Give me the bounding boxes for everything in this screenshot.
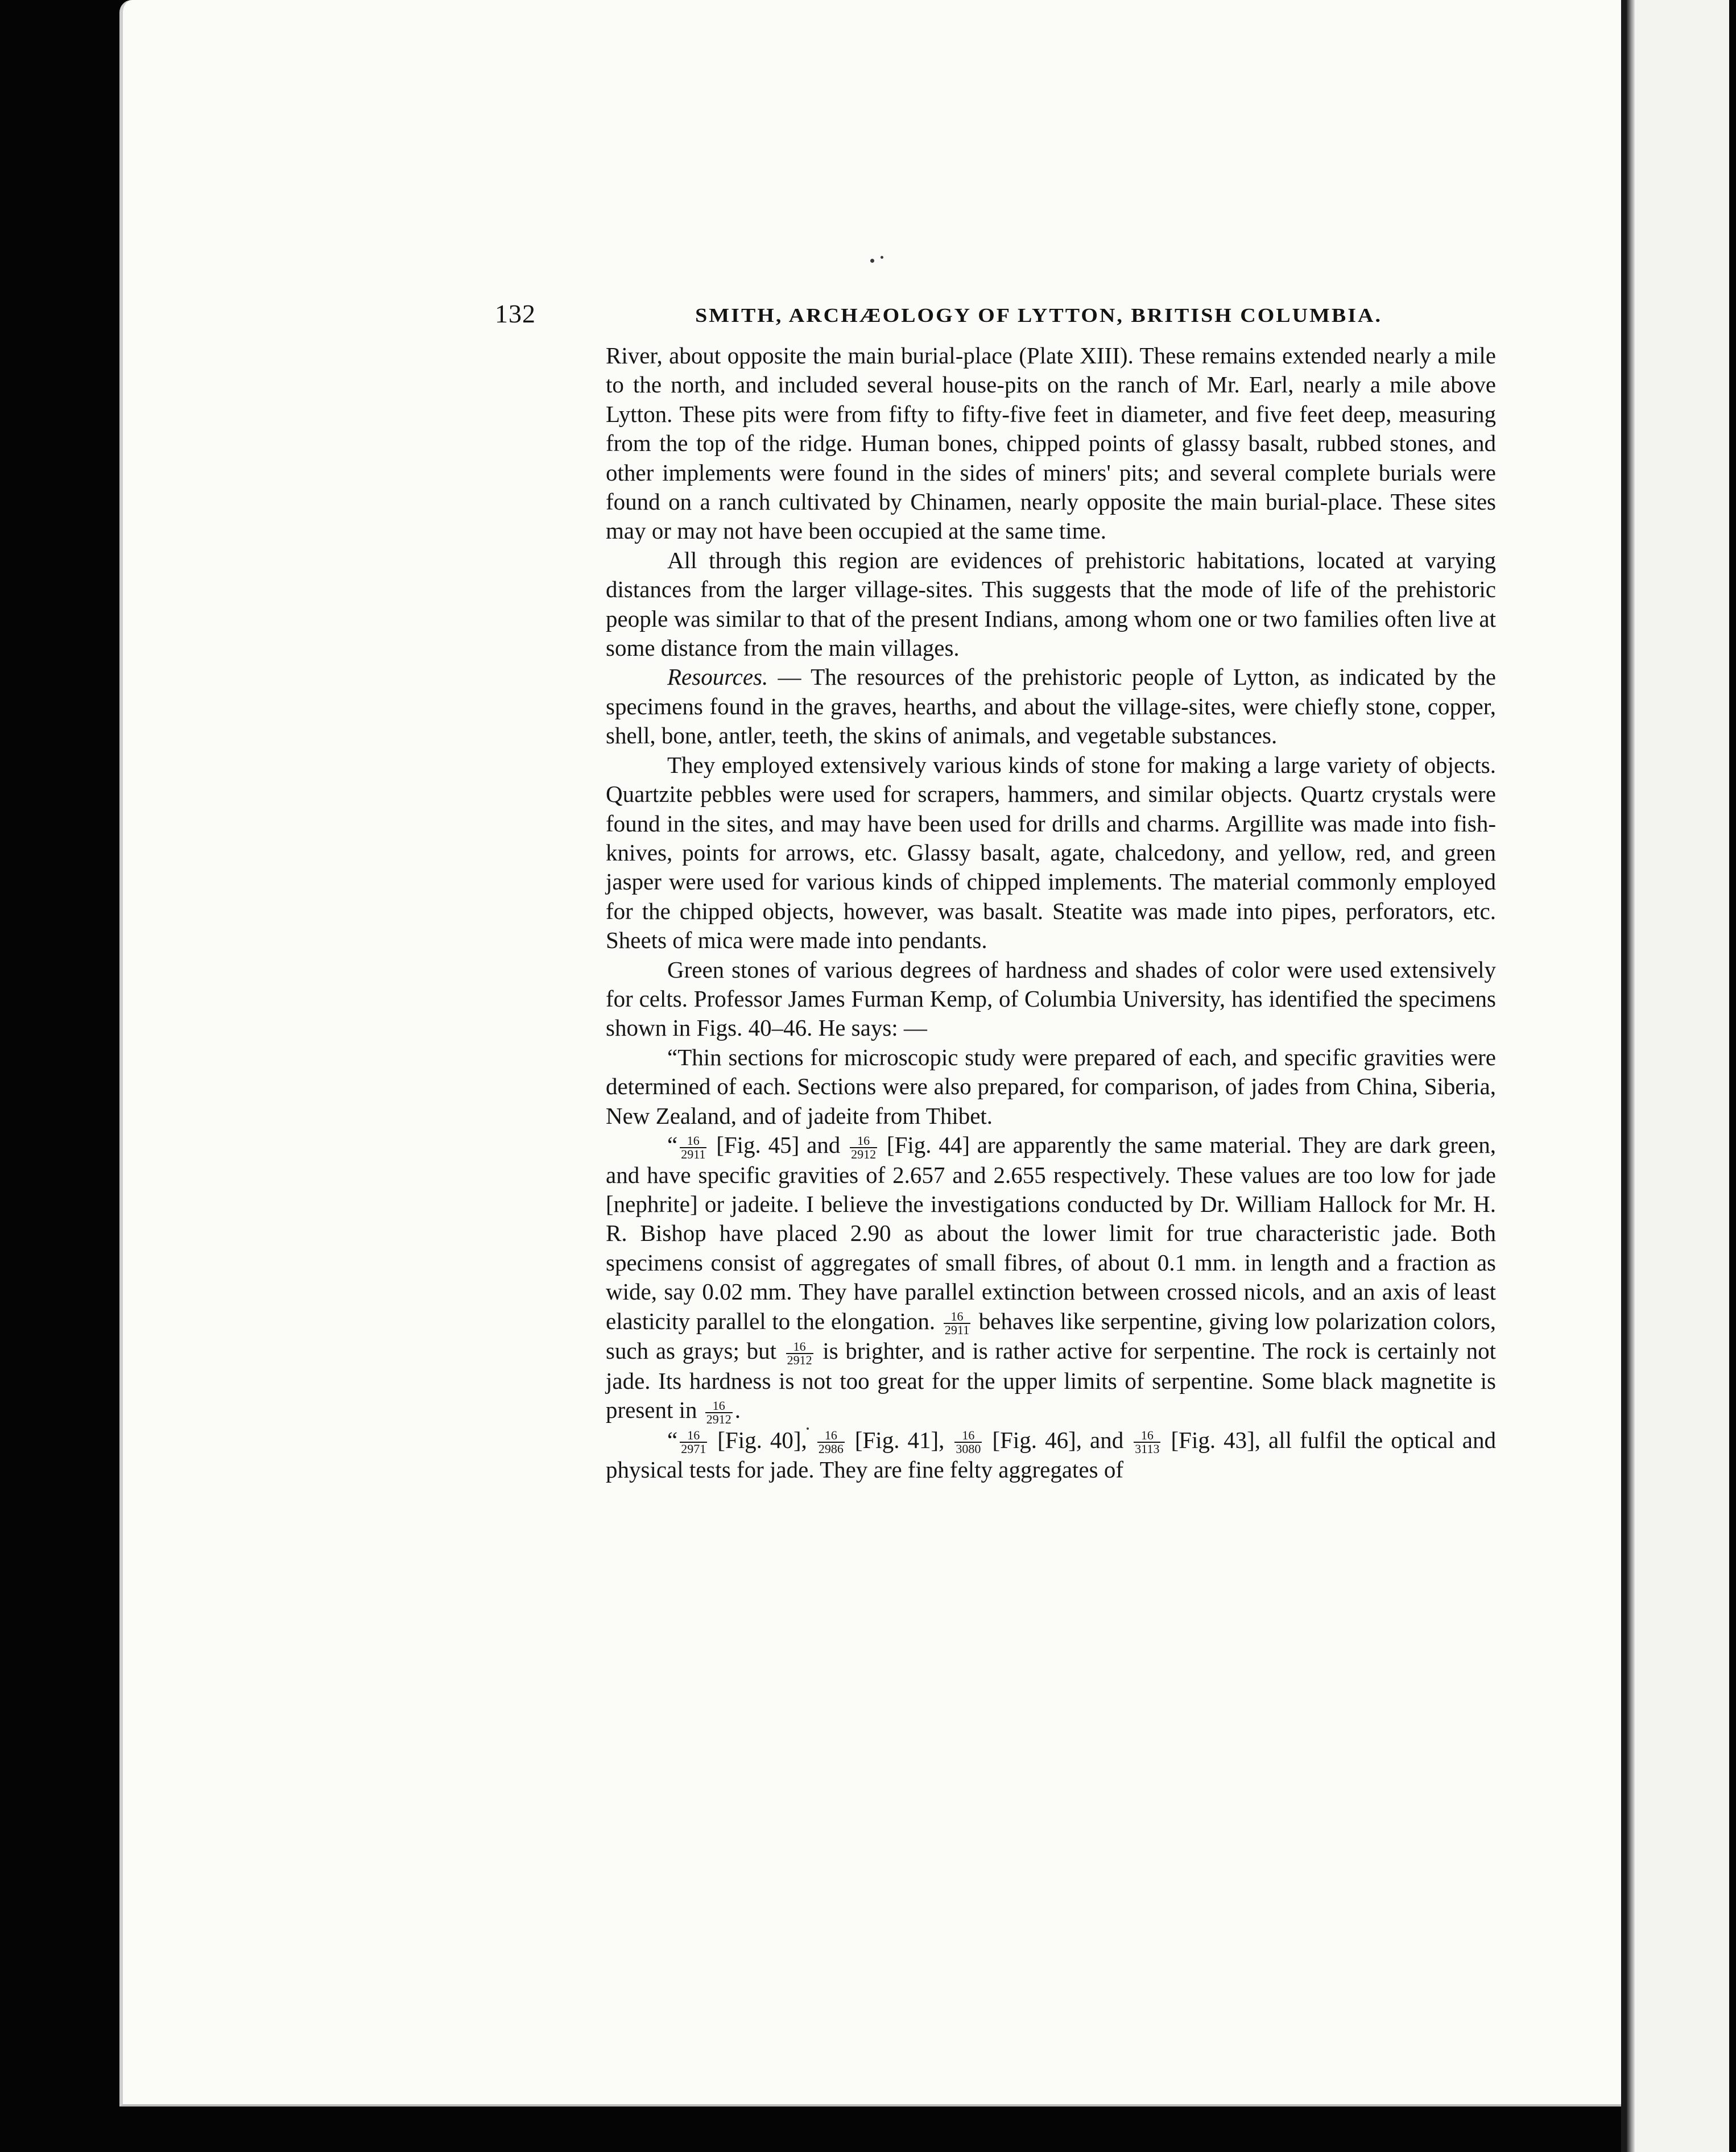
text-run: “Thin sections for microscopic study were prepared of each, and specific gravities were determined of each. Sections were also prepared, for comparison, of jades from China, Siberia, New Zealand, and of jadeite from Thibet.	[606, 1044, 1496, 1129]
text-run: All through this region are evidences of prehistoric habitations, located at varying distances from the larger village-sites. This suggests that the mode of life of the prehistoric people was similar to that of the present Indians, among whom one or two families often live at some distance from the main villages.	[606, 547, 1496, 661]
body-text	[606, 341, 1496, 1638]
text-run: [Fig. 43], all fulfil the optical and physical tests for jade. They are fine felty aggregates of	[606, 1426, 1497, 1483]
text-run: is brighter, and is rather active for serpentine. The rock is certainly not jade. Its hardness is not too great for the upper limits of serpentine. Some black magnetite is present in	[606, 1338, 1496, 1423]
paragraph	[606, 1131, 1496, 1426]
text-run: .	[734, 1397, 741, 1423]
text-run: [Fig. 46], and	[984, 1426, 1132, 1453]
scan-speck	[870, 259, 874, 263]
scan-speck	[881, 256, 883, 259]
paragraph	[606, 546, 1496, 663]
text-run: behaves like serpentine, giving low polarization colors, such as grays; but	[606, 1307, 1496, 1364]
paragraph	[606, 341, 1496, 546]
page-gutter	[1627, 0, 1635, 2152]
catalogue-number-numerator: 16	[786, 1340, 813, 1354]
catalogue-number-numerator: 16	[705, 1400, 733, 1413]
catalogue-number	[944, 1310, 970, 1336]
page-header	[495, 299, 1382, 333]
text-run: River, about opposite the main burial-place (Plate XIII). These remains extended nearly a mile to the north, and included several house-pits on the ranch of Mr. Earl, nearly a mile above Lytton. These pits were from fifty to fifty-five feet in diameter, and five feet deep, measuring from the top of the ridge. Human bones, chipped points of glassy basalt, rubbed stones, and other implements were found in the sides of miners' pits; and several complete burials were found on a ranch cultivated by Chinamen, nearly opposite the main burial-place. These sites may or may not have been occupied at the same time.	[606, 342, 1496, 544]
catalogue-number-numerator: 16	[1134, 1429, 1160, 1443]
paragraph	[606, 1043, 1496, 1131]
catalogue-number-denominator: 3080	[956, 1442, 981, 1456]
catalogue-number-denominator: 2911	[944, 1323, 970, 1338]
text-run: [Fig. 44] are apparently the same material. They are dark green, and have specific gravities of 2.657 and 2.655 respectively. These values are too low for jade [nephrite] or jadeite. I believe the investigations conducted by Dr. William Hallock for Mr. H. R. Bishop have placed 2.90 as about the lower limit for true characteristic jade. Both specimens consist of aggregates of small fibres, of about 0.1 mm. in length and a fraction as wide, say 0.02 mm. They have parallel extinction between crossed nicols, and an axis of least elasticity parallel to the elongation.	[606, 1131, 1497, 1334]
paragraph	[606, 751, 1496, 955]
catalogue-number-denominator: 3113	[1135, 1442, 1160, 1456]
catalogue-number	[817, 1429, 845, 1455]
catalogue-number	[786, 1340, 813, 1367]
text-run: [Fig. 45] and	[709, 1131, 848, 1158]
catalogue-number-numerator: 16	[850, 1135, 877, 1148]
catalogue-number	[850, 1135, 877, 1161]
catalogue-number-numerator: 16	[680, 1135, 706, 1148]
running-title: SMITH, ARCHÆOLOGY OF LYTTON, BRITISH COLUMBIA.	[695, 304, 1382, 327]
catalogue-number-numerator: 16	[954, 1429, 982, 1443]
text-run: Green stones of various degrees of hardness and shades of color were used extensively for celts. Professor James Furman Kemp, of Columbia University, has identified the specimens shown in Figs. 40–46. He says: —	[606, 956, 1496, 1041]
page-number: 132	[495, 299, 536, 328]
paragraph	[606, 663, 1496, 750]
catalogue-number	[680, 1135, 706, 1161]
text-run: “	[667, 1131, 678, 1158]
text-run: [Fig. 40],	[709, 1426, 815, 1453]
catalogue-number	[1134, 1429, 1160, 1455]
text-run: “	[667, 1426, 678, 1453]
catalogue-number-denominator: 2912	[787, 1352, 812, 1367]
paragraph	[606, 1426, 1496, 1485]
text-run: — The resources of the prehistoric people of Lytton, as indicated by the specimens found in the graves, hearths, and about the village-sites, were chiefly stone, copper, shell, bone, antler, teeth, the skins of animals, and vegetable substances.	[606, 664, 1496, 749]
catalogue-number-denominator: 2986	[818, 1442, 844, 1456]
catalogue-number-denominator: 2911	[681, 1147, 706, 1161]
catalogue-number-numerator: 16	[944, 1310, 970, 1324]
catalogue-number-denominator: 2912	[851, 1147, 877, 1161]
paragraph	[606, 955, 1496, 1043]
catalogue-number	[680, 1429, 707, 1455]
catalogue-number-denominator: 2971	[681, 1442, 706, 1456]
catalogue-number	[954, 1429, 982, 1455]
facing-page-edge	[1621, 0, 1729, 2152]
catalogue-number-numerator: 16	[680, 1429, 707, 1443]
catalogue-number-denominator: 2912	[706, 1412, 731, 1426]
text-run: [Fig. 41],	[846, 1426, 953, 1453]
section-lead: Resources.	[667, 664, 768, 690]
catalogue-number	[705, 1400, 733, 1426]
catalogue-number-numerator: 16	[817, 1429, 845, 1443]
text-run: They employed extensively various kinds of stone for making a large variety of objects. Quartzite pebbles were used for scrapers, hammers, and similar objects. Quartz crystals were found in the sites, and may have been used for drills and charms. Argillite was made into fish-knives, points for arrows, etc. Glassy basalt, agate, chalcedony, and yellow, red, and green jasper were used for various kinds of chipped implements. The material commonly employed for the chipped objects, however, was basalt. Steatite was made into pipes, perforators, etc. Sheets of mica were made into pendants.	[606, 751, 1496, 954]
